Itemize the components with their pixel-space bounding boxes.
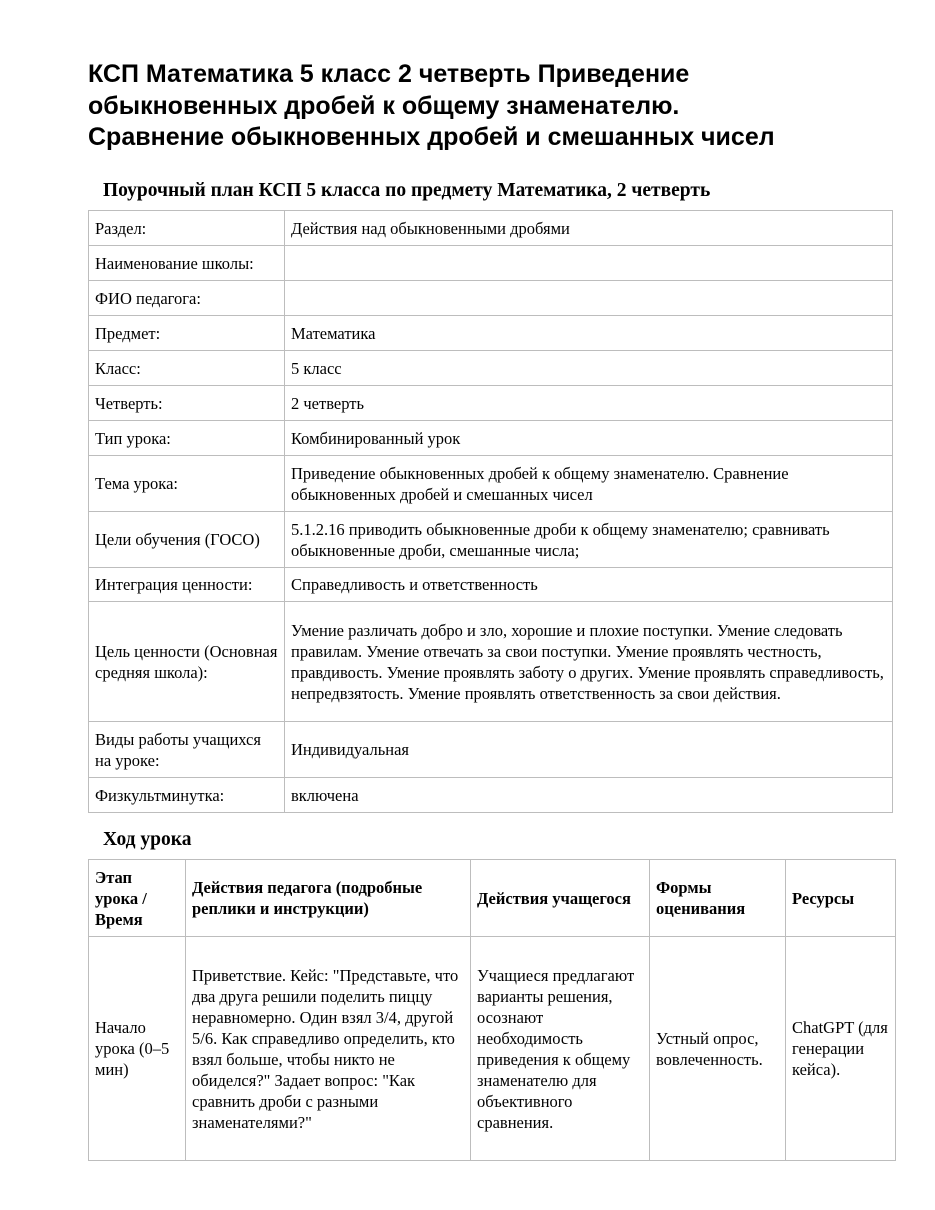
info-row-value-goal [89,602,893,722]
info-label: Класс: [89,351,285,386]
info-row-work-types [89,722,893,778]
info-row-topic [89,456,893,512]
info-value: Умение различать добро и зло, хорошие и плохие поступки. Умение следовать правилам. Умение отвечать за свои поступки. Умение проявлять честность, правдивость. Умение проявлять заботу о других. Умение проявлять справедливость, непредвзятость. Умение проявлять ответственность за свои действия. [285,602,893,722]
info-value: Комбинированный урок [285,421,893,456]
info-label: Раздел: [89,211,285,246]
info-value: 5.1.2.16 приводить обыкновенные дроби к общему знаменателю; сравнивать обыкновенные дроби, смешанные числа; [285,512,893,568]
info-value: включена [285,778,893,813]
title-line-2: обыкновенных дробей к общему знаменателю. [88,91,680,120]
resources-cell: ChatGPT (для генерации кейса). [786,937,896,1161]
info-label: Наименование школы: [89,246,285,281]
info-value [285,281,893,316]
info-value [285,246,893,281]
info-row-value-integration [89,568,893,602]
info-row-exercise-break [89,778,893,813]
info-row-subject [89,316,893,351]
info-value: Действия над обыкновенными дробями [285,211,893,246]
info-row-learning-goals [89,512,893,568]
header-student-actions: Действия учащегося [471,860,650,937]
info-value: Справедливость и ответственность [285,568,893,602]
document-title [88,59,888,154]
info-label: Физкультминутка: [89,778,285,813]
info-row-teacher [89,281,893,316]
info-row-section [89,211,893,246]
header-assessment: Формы оценивания [650,860,786,937]
assessment-cell: Устный опрос, вовлеченность. [650,937,786,1161]
info-label: Цель ценности (Основная средняя школа): [89,602,285,722]
info-row-lesson-type [89,421,893,456]
course-row [89,937,896,1161]
lesson-course-table [88,859,896,1161]
info-label: Цели обучения (ГОСО) [89,512,285,568]
info-value: Индивидуальная [285,722,893,778]
info-value: 2 четверть [285,386,893,421]
header-resources: Ресурсы [786,860,896,937]
info-label: Тема урока: [89,456,285,512]
plan-heading: Поурочный план КСП 5 класса по предмету Математика, 2 четверть [103,180,711,201]
course-heading: Ход урока [103,829,192,850]
info-label: Предмет: [89,316,285,351]
info-row-school [89,246,893,281]
info-row-grade [89,351,893,386]
info-label: Виды работы учащихся на уроке: [89,722,285,778]
header-teacher-actions: Действия педагога (подробные реплики и инструкции) [186,860,471,937]
lesson-info-table [88,210,893,813]
title-line-1: КСП Математика 5 класс 2 четверть Приведение [88,60,690,88]
info-label: Тип урока: [89,421,285,456]
title-line-3: Сравнение обыкновенных дробей и смешанных чисел [88,123,775,151]
info-value: Математика [285,316,893,351]
info-label: ФИО педагога: [89,281,285,316]
header-stage: Этап урока / Время [89,860,186,937]
stage-cell: Начало урока (0–5 мин) [89,937,186,1161]
info-value: 5 класс [285,351,893,386]
teacher-actions-cell: Приветствие. Кейс: "Представьте, что два друга решили поделить пиццу неравномерно. Один взял 3/4, другой 5/6. Как справедливо определить, кто взял больше, чтобы никто не обиделся?" Задает вопрос: "Как сравнить дроби с разными знаменателями?" [186,937,471,1161]
info-label: Интеграция ценности: [89,568,285,602]
info-value: Приведение обыкновенных дробей к общему знаменателю. Сравнение обыкновенных дробей и смешанных чисел [285,456,893,512]
course-header-row [89,860,896,937]
info-label: Четверть: [89,386,285,421]
info-row-quarter [89,386,893,421]
student-actions-cell: Учащиеся предлагают варианты решения, осознают необходимость приведения к общему знаменателю для объективного сравнения. [471,937,650,1161]
